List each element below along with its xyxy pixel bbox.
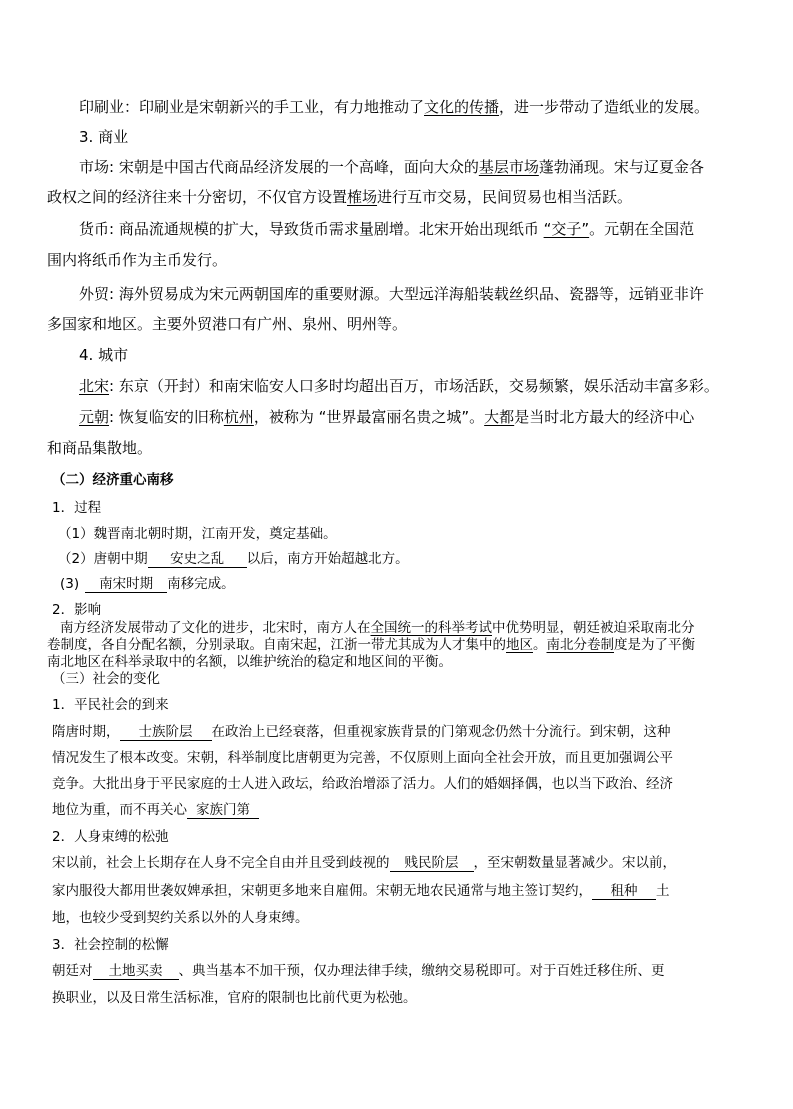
text: 进行互市交易，民间贸易也相当活跃。: [377, 188, 633, 206]
underlined-term: 文化的传播: [424, 98, 500, 116]
text: 卷制度，各自分配名额，分别录取。自南宋起，江浙一带尤其成为人才集中的: [47, 637, 506, 653]
text: (3): [60, 576, 80, 592]
fill-blank: 士族阶层: [120, 725, 212, 741]
underlined-term: 南北分卷制: [546, 637, 614, 653]
society-2-line-2: [52, 883, 670, 900]
text: ，进一步带动了造纸业的发展。: [499, 98, 710, 116]
trade-line-2: 多国家和地区。主要外贸港口有广州、泉州、明州等。: [47, 315, 408, 333]
text: : 恢复临安的旧称: [109, 408, 224, 426]
commerce-heading: 3. 商业: [79, 128, 129, 146]
society-1-line-3: 竞争。大批出身于平民家庭的士人进入政坛，给政治增添了活力。人们的婚姻择偶，也以当下政治、经济: [52, 776, 673, 792]
impact-line-1: [60, 620, 695, 636]
fill-blank: 南宋时期: [85, 577, 167, 593]
text: 。元朝在全国范: [589, 220, 695, 238]
impact-line-3: 南北地区在科举录取中的名额，以维护统治的稳定和地区间的平衡。: [47, 654, 452, 670]
section-heading-society: （三）社会的变化: [52, 671, 160, 687]
currency-line-1: [79, 220, 694, 238]
text: 、典当基本不加干预，仅办理法律手续，缴纳交易税即可。对于百姓迁移住所、更: [178, 963, 665, 979]
society-2-line-3: 地，也较少受到契约关系以外的人身束缚。: [52, 910, 309, 926]
process-item-3: [60, 576, 235, 593]
impact-heading: 2．影响: [52, 602, 102, 618]
text: 度是为了平衡: [614, 637, 695, 653]
society-2-title: 2．人身束缚的松弛: [52, 829, 169, 845]
text: 南方经济发展带动了文化的进步，北宋时，南方人在: [60, 620, 371, 636]
printing-paragraph: [79, 98, 709, 116]
text: 朝廷对: [52, 963, 93, 979]
text: 政权之间的经济往来十分密切，不仅官方设置: [47, 188, 348, 206]
society-1-title: 1．平民社会的到来: [52, 697, 169, 713]
text: 家内服役大都用世袭奴婢承担，宋朝更多地来自雇佣。宋朝无地农民通常与地主签订契约，: [52, 883, 592, 899]
underlined-term: “交子”: [543, 220, 590, 238]
underlined-term: 基层市场: [478, 158, 539, 176]
market-line-1: [79, 158, 704, 176]
underlined-term: 全国统一的科举考试: [370, 620, 492, 636]
fill-blank: 土地买卖: [93, 964, 179, 980]
impact-line-2: [47, 637, 695, 653]
text: 宋以前，社会上长期存在人身不完全自由并且受到歧视的: [52, 855, 390, 871]
text: （2）唐朝中期: [58, 551, 148, 567]
text: ，被称为 “世界最富丽名贵之城”。: [253, 408, 485, 426]
process-item-2: [58, 551, 409, 568]
society-1-line-2: 情况发生了根本改变。宋朝，科举制度比唐朝更为完善，不仅原则上面向全社会开放，而且更加强调公平: [52, 750, 673, 766]
underlined-term: 北宋: [79, 377, 110, 395]
city-heading: 4. 城市: [79, 346, 129, 364]
text: 。: [533, 637, 547, 653]
underlined-term: 元朝: [79, 408, 110, 426]
text: 以后，南方开始超越北方。: [246, 551, 409, 567]
underlined-term: 大都: [484, 408, 515, 426]
society-1-line-4: [52, 802, 259, 819]
text: 蓬勃涌现。宋与辽夏金各: [538, 158, 704, 176]
city-yuan-line-2: 和商品集散地。: [47, 439, 153, 457]
city-yuan-line-1: [79, 408, 694, 426]
society-3-line-1: [52, 963, 665, 980]
society-3-title: 3．社会控制的松懈: [52, 937, 169, 953]
society-1-line-1: [52, 724, 671, 741]
text: 市场: 宋朝是中国古代商品经济发展的一个高峰，面向大众的: [79, 158, 479, 176]
text: 是当时北方最大的经济中心: [514, 408, 695, 426]
text: 土: [656, 883, 670, 899]
city-northern-song: [79, 377, 719, 395]
section-heading-south-shift: （二）经济重心南移: [52, 472, 174, 488]
underlined-term: 杭州: [223, 408, 254, 426]
text: 地位为重，而不再关心: [52, 802, 187, 818]
fill-blank: 租种: [592, 884, 656, 900]
process-item-1: （1）魏晋南北朝时期，江南开发，奠定基础。: [58, 526, 337, 542]
underlined-term: 地区: [506, 637, 533, 653]
text: 隋唐时期，: [52, 724, 120, 740]
text: ，至宋朝数量显著减少。宋以前，: [473, 855, 676, 871]
trade-line-1: 外贸: 海外贸易成为宋元两朝国库的重要财源。大型远洋海船装载丝织品、瓷器等，远销亚非许: [79, 285, 704, 303]
text: 南移完成。: [167, 576, 235, 592]
text: 货币: 商品流通规模的扩大，导致货币需求量剧增。北宋开始出现纸币: [79, 220, 544, 238]
text: 印刷业：印刷业是宋朝新兴的手工业，有力地推动了: [79, 98, 425, 116]
fill-blank: 安史之乱: [148, 552, 247, 568]
market-line-2: [47, 188, 632, 206]
underlined-term: 榷场: [347, 188, 378, 206]
text: 在政治上已经衰落，但重视家族背景的门第观念仍然十分流行。到宋朝，这种: [211, 724, 671, 740]
text: 中优势明显，朝廷被迫采取南北分: [492, 620, 695, 636]
text: : 东京（开封）和南宋临安人口多时均超出百万，市场活跃，交易频繁，娱乐活动丰富多彩。: [109, 377, 719, 395]
process-heading: 1．过程: [52, 500, 102, 516]
society-2-line-1: [52, 855, 676, 872]
fill-blank: 家族门第: [187, 803, 259, 819]
society-3-line-2: 换职业，以及日常生活标准，官府的限制也比前代更为松弛。: [52, 990, 417, 1006]
fill-blank: 贱民阶层: [390, 856, 474, 872]
currency-line-2: 围内将纸币作为主币发行。: [47, 251, 228, 269]
